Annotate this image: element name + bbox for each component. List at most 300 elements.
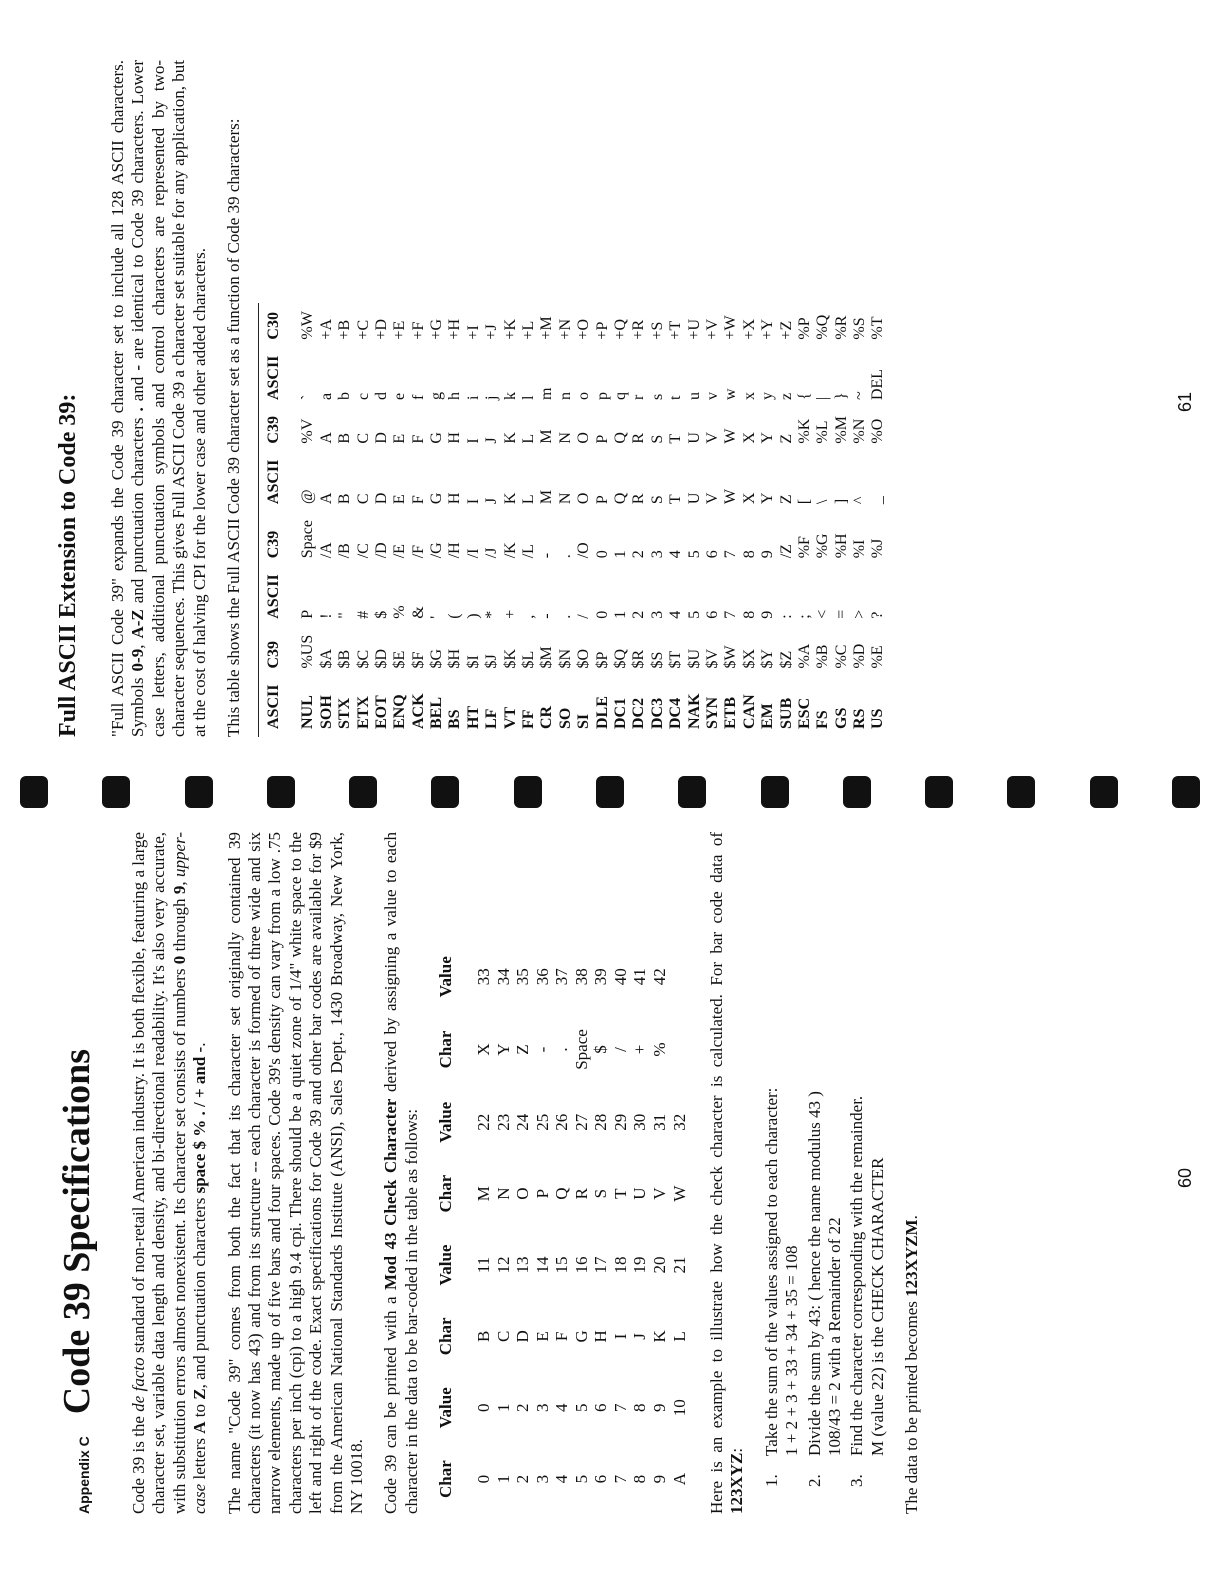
table-cell: T: [667, 494, 685, 505]
column-header: ASCII: [259, 452, 300, 512]
table-cell: 3: [532, 1474, 552, 1484]
table-cell: $Z: [777, 650, 795, 669]
table-row: [483, 303, 501, 737]
table-cell: $: [372, 610, 390, 619]
table-cell: M: [538, 429, 556, 444]
table-cell: $T: [667, 650, 685, 669]
table-cell: I: [610, 1333, 630, 1340]
table-cell: $G: [428, 648, 446, 669]
table-row: [741, 303, 759, 737]
table-cell: 8: [630, 1403, 650, 1412]
table-cell: P: [299, 609, 317, 619]
table-cell: 5: [685, 550, 703, 559]
table-row: [594, 303, 612, 737]
page-title: Code 39 Specifications: [56, 1049, 98, 1415]
table-cell: n: [556, 392, 574, 401]
table-cell: V: [703, 432, 721, 444]
table-cell: y: [759, 392, 777, 401]
table-cell: 7: [610, 1403, 630, 1412]
table-cell: z: [777, 392, 795, 401]
table-cell: DC3: [648, 697, 666, 729]
column-header: ASCII: [259, 566, 300, 626]
table-cell: CAN: [740, 694, 758, 729]
table-cell: 1: [493, 1403, 513, 1412]
table-cell: %K: [795, 418, 813, 444]
table-cell: $Y: [759, 648, 777, 669]
table-cell: 7: [722, 550, 740, 559]
table-cell: HT: [464, 705, 482, 729]
table-cell: 1: [611, 550, 629, 559]
table-cell: ENQ: [391, 694, 409, 729]
table-cell: ': [428, 615, 446, 619]
table-cell: +V: [703, 319, 721, 340]
table-cell: %E: [869, 645, 887, 669]
table-cell: %P: [795, 317, 813, 340]
table-cell: /I: [464, 548, 482, 559]
table-cell: U: [630, 1187, 650, 1200]
table-cell: $L: [520, 650, 538, 669]
table-row: [474, 940, 494, 1514]
table-cell: [670, 1013, 690, 1086]
table-cell: 5: [571, 1474, 591, 1484]
table-cell: O: [575, 432, 593, 444]
table-cell: FF: [520, 709, 538, 729]
table-cell: %F: [795, 536, 813, 559]
table-cell: ~: [851, 391, 869, 401]
table-row: [649, 303, 667, 737]
column-header: C39: [259, 408, 300, 452]
table-cell: @: [299, 489, 317, 505]
table-cell: W: [722, 488, 740, 505]
table-cell: A: [317, 492, 335, 505]
table-cell: $P: [593, 651, 611, 669]
table-cell: Q: [611, 492, 629, 505]
table-cell: 4: [667, 610, 685, 619]
table-cell: :: [777, 614, 795, 619]
table-row: [611, 940, 631, 1514]
table-cell: &: [409, 606, 427, 619]
table-cell: $F: [409, 651, 427, 669]
table-cell: /J: [483, 547, 501, 559]
table-cell: $X: [740, 648, 758, 669]
table-cell: $B: [336, 649, 354, 669]
table-cell: NAK: [685, 693, 703, 729]
table-cell: d: [372, 392, 390, 401]
table-cell: Y: [759, 432, 777, 444]
step-2: 2. Divide the sum by 43: ( hence the name modulus 43 ) 108/43 = 2 with a Remainder of 22: [805, 832, 846, 1470]
table-cell: ETB: [722, 696, 740, 729]
table-cell: $J: [483, 654, 501, 669]
table-row: [650, 940, 670, 1514]
table-cell: k: [501, 392, 519, 401]
table-cell: S: [648, 495, 666, 505]
table-cell: #: [354, 610, 372, 619]
table-cell: f: [409, 394, 427, 401]
table-cell: +F: [409, 321, 427, 340]
table-cell: E: [391, 433, 409, 444]
table-cell: +C: [354, 319, 372, 340]
table-cell: /K: [501, 542, 519, 559]
page-number-right: 61: [1175, 391, 1195, 412]
table-cell: DC4: [667, 697, 685, 729]
table-cell: P: [593, 495, 611, 505]
table-cell: 40: [610, 968, 630, 986]
table-row: [722, 303, 740, 737]
table-cell: r: [630, 394, 648, 401]
table-cell: %V: [299, 418, 317, 444]
table-cell: *: [483, 610, 501, 619]
table-cell: t: [667, 395, 685, 401]
table-row: [630, 940, 650, 1514]
table-row: [704, 303, 722, 737]
table-cell: 11: [474, 1256, 494, 1274]
table-cell: 8: [630, 1474, 650, 1484]
table-cell: a: [317, 392, 335, 401]
table-cell: `: [299, 394, 317, 401]
table-cell: H: [591, 1330, 611, 1343]
table-cell: 2: [513, 1474, 533, 1484]
table-cell: $: [591, 1045, 611, 1054]
table-cell: %S: [851, 317, 869, 340]
table-row: [814, 303, 832, 737]
table-cell: +M: [538, 316, 556, 340]
table-cell: EM: [759, 703, 777, 729]
table-cell: +P: [593, 321, 611, 340]
table-cell: J: [483, 497, 501, 505]
table-cell: +L: [520, 320, 538, 340]
table-cell: +H: [446, 319, 464, 340]
table-cell: H: [446, 432, 464, 444]
table-cell: Z: [777, 433, 795, 444]
table-cell: l: [520, 395, 538, 401]
mod43-paragraph: Code 39 can be printed with a Mod 43 Check Character derived by assigning a value to each character in the data to be bar-coded in the table as follows:: [381, 832, 421, 1514]
table-cell: SOH: [317, 695, 335, 729]
table-cell: 21: [669, 1256, 689, 1274]
table-cell: /E: [391, 544, 409, 559]
table-cell: SUB: [777, 697, 795, 729]
table-cell: 9: [650, 1474, 669, 1484]
table-cell: ]: [832, 498, 850, 505]
table-cell: N: [493, 1187, 513, 1200]
page-number-left: 60: [1175, 1167, 1195, 1188]
table-cell: p: [593, 392, 611, 401]
table-cell: %W: [299, 311, 317, 340]
table-cell: $D: [372, 648, 390, 669]
table-cell: Q: [552, 1187, 572, 1200]
table-cell: K: [501, 492, 519, 505]
table-cell: %J: [869, 538, 887, 559]
table-cell: 19: [630, 1256, 650, 1274]
table-cell: 7: [722, 610, 740, 619]
table-row: [557, 303, 575, 737]
table-cell: I: [464, 498, 482, 505]
example-paragraph: Here is an example to illustrate how the check character is calculated. For bar code data of 123XYZ:: [707, 832, 747, 1514]
table-cell: 33: [474, 968, 494, 986]
table-cell: ;: [795, 614, 813, 619]
table-cell: V: [650, 1187, 669, 1200]
table-cell: V: [703, 492, 721, 505]
table-cell: FS: [814, 710, 832, 729]
table-cell: ?: [869, 611, 887, 619]
table-cell: +A: [317, 319, 335, 340]
table-cell: 38: [571, 968, 591, 986]
table-cell: -: [538, 552, 556, 559]
table-cell: /D: [372, 542, 390, 559]
column-header: ASCII: [259, 348, 300, 408]
table-cell: <: [814, 609, 832, 619]
table-cell: R: [630, 432, 648, 444]
table-cell: EOT: [372, 695, 390, 729]
table-cell: .: [552, 1047, 572, 1052]
table-cell: %L: [814, 420, 832, 444]
table-cell: F: [409, 495, 427, 505]
table-cell: +D: [372, 319, 390, 340]
table-cell: 4: [552, 1403, 572, 1412]
table-cell: 2: [630, 610, 648, 619]
table-row: [336, 303, 354, 737]
table-cell: 42: [650, 968, 669, 986]
table-row: [575, 303, 593, 737]
table-cell: $N: [556, 648, 574, 669]
table-cell: +W: [722, 315, 740, 340]
table-cell: NUL: [299, 695, 317, 729]
table-row: [612, 303, 630, 737]
table-cell: B: [474, 1330, 494, 1343]
table-cell: >: [851, 609, 869, 619]
table-cell: $M: [538, 646, 556, 669]
table-cell: /H: [446, 542, 464, 559]
table-cell: ): [464, 613, 482, 619]
table-cell: L: [520, 433, 538, 444]
table-row: [869, 303, 887, 737]
table-cell: $S: [648, 651, 666, 669]
table-cell: K: [650, 1330, 669, 1343]
table-cell: x: [740, 392, 758, 401]
table-cell: I: [464, 438, 482, 444]
table-cell: %B: [814, 644, 832, 669]
table-cell: O: [575, 492, 593, 505]
table-cell: /: [610, 1047, 630, 1052]
table-row: [538, 303, 556, 737]
table-cell: 24: [513, 1113, 533, 1131]
table-cell: P: [593, 434, 611, 444]
table-cell: 17: [591, 1256, 611, 1274]
table-cell: L: [520, 494, 538, 505]
table-cell: h: [446, 392, 464, 401]
table-cell: w: [722, 388, 740, 401]
table-cell: %D: [851, 643, 869, 669]
table-cell: $I: [464, 655, 482, 669]
table-cell: m: [538, 387, 556, 401]
table-cell: $Q: [611, 648, 629, 669]
table-cell: {: [795, 392, 813, 401]
table-cell: |: [814, 396, 832, 401]
table-cell: +Z: [777, 320, 795, 340]
table-cell: +Y: [759, 319, 777, 340]
table-cell: RS: [851, 708, 869, 729]
table-cell: /Z: [777, 544, 795, 559]
table-cell: j: [483, 395, 501, 401]
right-title: Full ASCII Extension to Code 39:: [55, 393, 81, 737]
table-row: [778, 303, 796, 737]
table-row: [686, 303, 704, 737]
table-cell: q: [611, 392, 629, 401]
table-cell: $E: [391, 650, 409, 669]
left-header: [55, 832, 99, 1514]
table-cell: N: [556, 432, 574, 444]
table-cell: SI: [575, 713, 593, 729]
table-cell: %I: [851, 539, 869, 559]
table-cell: W: [722, 428, 740, 444]
table-row: [667, 303, 685, 737]
table-cell: /G: [428, 542, 446, 559]
table-cell: s: [648, 393, 666, 401]
table-cell: +B: [336, 319, 354, 340]
table-cell: ^: [851, 496, 869, 505]
table-cell: 2: [630, 550, 648, 559]
table-cell: v: [703, 392, 721, 401]
column-header: Value: [436, 1101, 456, 1143]
table-row: [796, 303, 814, 737]
table-cell: 26: [552, 1113, 572, 1131]
table-cell: SO: [556, 707, 574, 729]
table-cell: A: [317, 432, 335, 444]
table-cell: e: [391, 392, 409, 401]
table-cell: 18: [610, 1256, 630, 1274]
table-cell: 0: [474, 1403, 494, 1412]
table-cell: 25: [532, 1113, 552, 1131]
table-cell: STX: [336, 697, 354, 729]
table-cell: 16: [571, 1256, 591, 1274]
table-cell: /L: [520, 544, 538, 559]
table-cell: E: [391, 494, 409, 505]
table-cell: %C: [832, 644, 850, 669]
table-cell: +K: [501, 319, 519, 340]
table-cell: Y: [493, 1043, 513, 1056]
table-cell: 3: [532, 1403, 552, 1412]
table-row: [552, 940, 572, 1514]
table-cell: C: [354, 432, 372, 444]
ascii-table: [258, 303, 888, 737]
table-cell: /A: [317, 542, 335, 559]
table-row: [299, 303, 317, 737]
table-cell: +G: [428, 319, 446, 340]
table-cell: .: [556, 554, 574, 559]
table-cell: %T: [869, 316, 887, 340]
table-cell: 8: [740, 550, 758, 559]
table-cell: +N: [556, 319, 574, 340]
column-header: C30: [259, 303, 300, 347]
table-cell: ETX: [354, 696, 372, 729]
table-cell: T: [667, 433, 685, 444]
table-cell: 4: [667, 550, 685, 559]
table-cell: O: [513, 1187, 533, 1200]
table-cell: +E: [391, 320, 409, 340]
name-paragraph: The name "Code 39" comes from both the fact that its character set originally contained 39 characters (it now has 43) and from its structure -- each character is formed of three wide and six narrow elements, made up of five bars and four spaces. Code 39's density can vary from a low .75 characters per inch (cpi) to a high 9.4 cpi. There should be a quiet zone of 1/4" white space to the left and right of the code. Exact specifications for Code 39 and other bar codes are available for $9 from the American National Standards Institute (ANSI), Sales Dept., 1430 Broadway, New York, NY 10018.: [224, 832, 366, 1514]
table-cell: +T: [667, 320, 685, 340]
table-cell: +U: [685, 319, 703, 340]
table-cell: .: [556, 614, 574, 619]
table-cell: J: [630, 1333, 650, 1340]
column-header: Value: [436, 1387, 456, 1429]
table-cell: %O: [869, 418, 887, 444]
table-cell: B: [336, 493, 354, 505]
table-cell: 29: [610, 1113, 630, 1131]
table-row: [410, 303, 428, 737]
column-header: Value: [436, 956, 456, 998]
table-cell: 0: [593, 550, 611, 559]
table-cell: 1: [611, 610, 629, 619]
table-cell: A: [669, 1472, 689, 1486]
table-cell: D: [513, 1330, 533, 1343]
table-cell: 4: [552, 1474, 572, 1484]
table-cell: !: [317, 613, 335, 619]
table-cell: $U: [685, 648, 703, 669]
table-cell: 1: [493, 1474, 513, 1484]
table-cell: 6: [703, 550, 721, 559]
table-cell: 3: [648, 610, 666, 619]
table-cell: CR: [538, 705, 556, 729]
table-row: [630, 303, 648, 737]
table-cell: 23: [493, 1113, 513, 1131]
table-row: [494, 940, 514, 1514]
column-header: Char: [436, 1317, 456, 1356]
table-cell: F: [552, 1331, 572, 1342]
table-cell: -: [532, 1046, 552, 1053]
table-cell: 9: [759, 610, 777, 619]
table-cell: /C: [354, 543, 372, 559]
table-cell: %A: [795, 643, 813, 669]
table-cell: %M: [832, 416, 850, 444]
table-cell: +O: [575, 319, 593, 340]
table-cell: $C: [354, 649, 372, 669]
table-cell: %: [391, 605, 409, 619]
table-cell: X: [740, 492, 758, 505]
table-cell: R: [571, 1187, 591, 1200]
table-cell: 0: [593, 610, 611, 619]
appendix-label: Appendix C: [76, 1436, 92, 1514]
table-cell: B: [336, 432, 354, 444]
table-cell: 12: [493, 1256, 513, 1274]
table-cell: M: [474, 1186, 494, 1202]
intro-paragraph: Code 39 is the de facto standard of non-retail American industry. It is both flexible, featuring a large character set, variable data length and density, and bi-directional readability. It's also very accurate, with substitution errors almost nonexistent. Its character set consists of numbers 0 through 9, upper-case letters A to Z, and punctuation characters space $ % . / + and -.: [129, 831, 210, 1514]
table-cell: /O: [575, 542, 593, 559]
table-cell: 36: [532, 968, 552, 986]
table-cell: /B: [336, 543, 354, 559]
column-header: ASCII: [259, 677, 300, 737]
table-cell: o: [575, 392, 593, 401]
table-cell: +I: [464, 325, 482, 340]
table-cell: J: [483, 437, 501, 444]
table-cell: Space: [299, 520, 317, 559]
table-cell: 10: [669, 1399, 689, 1417]
column-header: Char: [436, 1174, 456, 1213]
table-cell: F: [409, 434, 427, 444]
table-cell: $A: [317, 648, 335, 669]
table-intro-paragraph: This table shows the Full ASCII Code 39 character set as a function of Code 39 characters:: [223, 118, 243, 737]
table-cell: BEL: [428, 696, 446, 729]
table-cell: US: [869, 708, 887, 729]
table-cell: Space: [571, 1029, 591, 1070]
table-row: [318, 303, 336, 737]
table-row: [428, 303, 446, 737]
table-cell: 39: [591, 968, 611, 986]
table-row: [759, 303, 777, 737]
ascii-intro-paragraph: "Full ASCII Code 39" expands the Code 39 character set to include all 128 ASCII characters. Symbols 0-9, A-Z and punctuation characters . and - are identical to Code 39 characters. Lower case letters, additional punctuation symbols and control characters are represented by two-character sequences. This gives Full ASCII Code 39 a character set suitable for any application, but at the cost of halving CPI for the lower case and other added characters.: [108, 60, 209, 737]
table-cell: 6: [591, 1403, 611, 1412]
table-cell: M: [538, 489, 556, 505]
table-row: [513, 940, 533, 1514]
